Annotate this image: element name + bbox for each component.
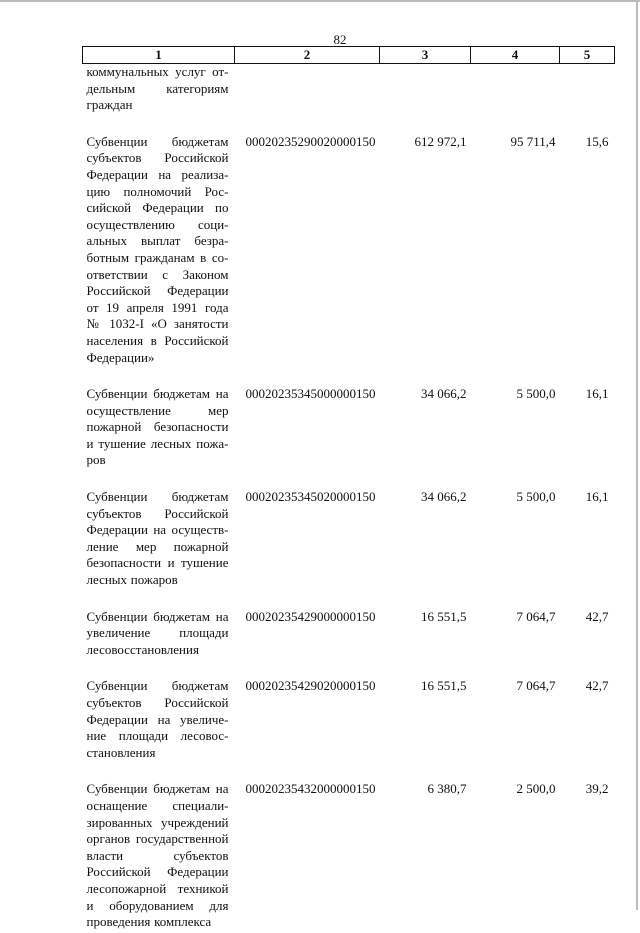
row-value-4: 7 064,7 — [516, 608, 556, 624]
header-col-4: 4 — [471, 47, 560, 64]
table-row — [83, 116, 615, 368]
row-value-4: 95 711,4 — [510, 133, 556, 149]
row-value-3: 16 551,5 — [421, 608, 467, 624]
row-name: Субвенции бюджетам субъектов Российской Федерации на увеличение площади лесовосстановления — [86, 678, 229, 760]
row-code: 00020235432000000150 — [245, 781, 376, 797]
row-name: коммунальных услуг отдельным категориям граждан — [86, 64, 229, 113]
budget-table — [82, 46, 615, 933]
row-value-3: 34 066,2 — [421, 386, 467, 402]
row-value-3: 16 551,5 — [421, 678, 467, 694]
row-code: 00020235345020000150 — [245, 489, 376, 505]
row-value-5: 39,2 — [585, 781, 609, 797]
row-value-4: 5 500,0 — [516, 386, 556, 402]
row-name: Субвенции бюджетам субъектов Российской Федерации на осуществление мер пожарной безопасности и тушение лесных пожаров — [86, 489, 229, 588]
row-value-3 — [380, 64, 471, 116]
table-row — [83, 660, 615, 763]
row-code: 00020235345000000150 — [245, 386, 376, 402]
row-value-3: 34 066,2 — [421, 489, 467, 505]
table-row — [83, 591, 615, 661]
row-value-4: 7 064,7 — [516, 678, 556, 694]
header-col-2: 2 — [235, 47, 380, 64]
row-name: Субвенции бюджетам субъектов Российской Федерации на реализацию полномочий Российской Федерации по осуществлению социальных выплат безработным гражданам в соответствии с Законом Российской Федерации от 19 апреля 1991 года № 1032-I «О занятости населения в Российской Федерации» — [86, 133, 229, 365]
row-value-4: 2 500,0 — [516, 781, 556, 797]
row-code: 00020235429000000150 — [245, 608, 376, 624]
row-value-5: 16,1 — [585, 489, 609, 505]
row-value-4: 5 500,0 — [516, 489, 556, 505]
row-value-5: 42,7 — [585, 678, 609, 694]
row-name: Субвенции бюджетам на осуществление мер пожарной безопасности и тушение лесных пожаров — [86, 386, 229, 468]
row-value-4 — [471, 64, 560, 116]
header-col-5: 5 — [560, 47, 615, 64]
row-code: 00020235429020000150 — [245, 678, 376, 694]
row-name: Субвенции бюджетам на оснащение специализированных учреждений органов государственной власти субъектов Российской Федерации лесопожарной техникой и оборудованием для проведения комплекса — [86, 781, 229, 930]
row-code — [235, 64, 380, 116]
page-number: 82 — [333, 32, 347, 47]
table-row — [83, 471, 615, 591]
scan-edge-top — [0, 0, 640, 2]
scan-edge-right — [636, 0, 638, 910]
row-value-5: 15,6 — [585, 133, 609, 149]
row-value-3: 6 380,7 — [427, 781, 467, 797]
table-row — [83, 64, 615, 116]
table-row — [83, 368, 615, 471]
budget-table-container — [82, 46, 614, 933]
header-row — [83, 47, 615, 64]
row-value-3: 612 972,1 — [414, 133, 467, 149]
row-name: Субвенции бюджетам на увеличение площади лесовосстановления — [86, 608, 229, 657]
header-col-3: 3 — [380, 47, 471, 64]
header-col-1: 1 — [83, 47, 235, 64]
table-row — [83, 763, 615, 932]
row-value-5: 16,1 — [585, 386, 609, 402]
row-value-5 — [560, 64, 615, 116]
row-value-5: 42,7 — [585, 608, 609, 624]
row-code: 00020235290020000150 — [245, 133, 376, 149]
